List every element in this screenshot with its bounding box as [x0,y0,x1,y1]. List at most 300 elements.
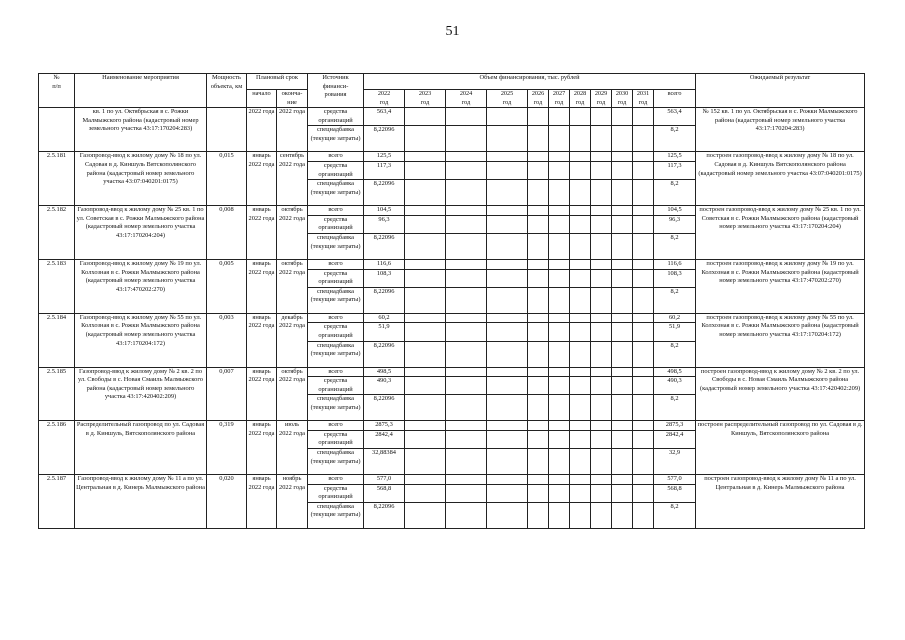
amount-empty [570,395,591,421]
amount-empty [570,323,591,341]
amount-total: 117,3 [654,161,696,179]
amount-empty [446,502,487,528]
amount-empty [633,502,654,528]
amount-empty [528,313,549,323]
start-date: 2022 года [247,108,277,152]
amount-empty [570,161,591,179]
funding-source: спецнадбавка (текущие затраты) [308,180,364,206]
amount-2022: 8,22096 [364,287,405,313]
amount-empty [405,323,446,341]
col-header-year: 2027 год [549,90,570,108]
amount-empty [591,269,612,287]
amount-empty [570,108,591,126]
amount-empty [528,341,549,367]
funding-source: всего [308,206,364,216]
amount-2022: 577,0 [364,475,405,485]
measure-name: Газопровод-ввод к жилому дому № 2 кв. 2 по ул. Свободы в с. Новая Смаиль Малмыжского района (кадастровый номер земельного участка 43:17:420402:209) [75,367,207,421]
table-row [39,108,865,126]
amount-empty [633,430,654,448]
amount-total: 8,2 [654,502,696,528]
amount-total: 8,2 [654,395,696,421]
table-row [39,259,865,269]
start-date: январь 2022 года [247,152,277,206]
amount-empty [405,395,446,421]
amount-empty [612,269,633,287]
amount-empty [570,449,591,475]
amount-empty [549,421,570,431]
capacity-value: 0,007 [207,367,247,421]
amount-2022: 60,2 [364,313,405,323]
amount-empty [570,367,591,377]
amount-empty [528,377,549,395]
measure-name: Газопровод-ввод к жилому дому № 19 по ул. Колхозная в с. Рожки Малмыжского района (кадастровый номер земельного участка 43:17:470202:270) [75,259,207,313]
funding-source: спецнадбавка (текущие затраты) [308,233,364,259]
expected-result: построен газопровод-ввод к жилому дому № 25 кв. 1 по ул. Советская в с. Рожки Малмыжского района (кадастровый номер земельного участка 43:17:170204:204) [696,206,865,260]
amount-empty [633,161,654,179]
amount-empty [446,233,487,259]
amount-empty [612,215,633,233]
amount-empty [633,475,654,485]
amount-empty [549,259,570,269]
amount-empty [591,367,612,377]
amount-total: 490,3 [654,377,696,395]
amount-empty [528,367,549,377]
amount-empty [591,484,612,502]
amount-empty [570,377,591,395]
measure-name: Газопровод-ввод к жилому дому № 55 по ул. Колхозная в с. Рожки Малмыжского района (кадастровый номер земельного участка 43:17:170204:172) [75,313,207,367]
start-date: январь 2022 года [247,475,277,529]
amount-empty [612,108,633,126]
amount-empty [591,430,612,448]
amount-empty [446,126,487,152]
amount-empty [487,233,528,259]
amount-empty [633,180,654,206]
amount-empty [591,287,612,313]
amount-empty [633,313,654,323]
amount-empty [549,313,570,323]
amount-empty [487,484,528,502]
amount-total: 96,3 [654,215,696,233]
amount-total: 32,9 [654,449,696,475]
amount-empty [528,449,549,475]
amount-empty [591,152,612,162]
funding-source: средства организаций [308,215,364,233]
amount-empty [487,367,528,377]
measure-name: Распределительный газопровод по ул. Садовая в д. Киншуль, Вятскополянского района [75,421,207,475]
amount-empty [405,269,446,287]
amount-2022: 117,3 [364,161,405,179]
amount-empty [446,215,487,233]
amount-empty [405,484,446,502]
amount-empty [487,323,528,341]
amount-empty [549,152,570,162]
amount-empty [405,449,446,475]
end-date: ноябрь 2022 года [277,475,308,529]
amount-empty [405,180,446,206]
funding-source: спецнадбавка (текущие затраты) [308,341,364,367]
amount-empty [446,287,487,313]
amount-empty [570,341,591,367]
funding-source: спецнадбавка (текущие затраты) [308,395,364,421]
amount-total: 104,5 [654,206,696,216]
amount-empty [446,269,487,287]
amount-empty [446,180,487,206]
amount-empty [549,377,570,395]
col-header-year: 2029 год [591,90,612,108]
amount-empty [549,395,570,421]
amount-empty [487,161,528,179]
amount-empty [405,161,446,179]
amount-empty [612,341,633,367]
amount-empty [633,259,654,269]
amount-empty [570,269,591,287]
amount-empty [570,475,591,485]
amount-empty [612,259,633,269]
amount-empty [570,313,591,323]
expected-result: построен газопровод-ввод к жилому дому № 55 по ул. Колхозная в с. Рожки Малмыжского района (кадастровый номер земельного участка 43:17:170204:172) [696,313,865,367]
amount-2022: 32,88384 [364,449,405,475]
amount-empty [528,152,549,162]
amount-empty [487,341,528,367]
amount-empty [549,233,570,259]
measure-name: Газопровод-ввод к жилому дому № 25 кв. 1 по ул. Советская в с. Рожки Малмыжского района (кадастровый номер земельного участка 43:17:170204:204) [75,206,207,260]
amount-total: 2842,4 [654,430,696,448]
amount-empty [528,269,549,287]
amount-empty [528,323,549,341]
amount-empty [612,152,633,162]
expected-result: построен распределительный газопровод по ул. Садовая в д. Киншуль, Вятскополянского района [696,421,865,475]
amount-empty [528,430,549,448]
amount-2022: 2875,3 [364,421,405,431]
amount-total: 60,2 [654,313,696,323]
funding-source: спецнадбавка (текущие затраты) [308,502,364,528]
amount-2022: 104,5 [364,206,405,216]
amount-empty [591,206,612,216]
amount-empty [612,421,633,431]
amount-empty [446,377,487,395]
col-header-period: Плановый срок [247,74,308,90]
amount-empty [487,449,528,475]
amount-total: 8,2 [654,126,696,152]
amount-empty [528,108,549,126]
amount-empty [528,180,549,206]
amount-empty [612,206,633,216]
funding-source: всего [308,367,364,377]
amount-empty [549,475,570,485]
amount-empty [612,475,633,485]
amount-total: 8,2 [654,341,696,367]
funding-source: средства организаций [308,377,364,395]
amount-empty [405,502,446,528]
expected-result: построен газопровод-ввод к жилому дому № 19 по ул. Колхозная в с. Рожки Малмыжского района (кадастровый номер земельного участка 43:17:470202:270) [696,259,865,313]
amount-empty [570,259,591,269]
amount-empty [528,502,549,528]
amount-empty [487,430,528,448]
amount-empty [591,421,612,431]
amount-empty [446,341,487,367]
amount-2022: 498,5 [364,367,405,377]
amount-empty [633,395,654,421]
end-date: октябрь 2022 года [277,367,308,421]
funding-source: средства организаций [308,484,364,502]
row-number: 2.5.186 [39,421,75,475]
amount-2022: 8,22096 [364,180,405,206]
amount-empty [591,395,612,421]
start-date: январь 2022 года [247,421,277,475]
funding-source: всего [308,259,364,269]
amount-empty [633,269,654,287]
amount-empty [487,108,528,126]
capacity-value: 0,008 [207,206,247,260]
col-header-year: 2030 год [612,90,633,108]
row-number: 2.5.182 [39,206,75,260]
amount-empty [487,395,528,421]
capacity-value: 0,020 [207,475,247,529]
amount-empty [528,259,549,269]
amount-empty [633,233,654,259]
start-date: январь 2022 года [247,367,277,421]
funding-source: спецнадбавка (текущие затраты) [308,449,364,475]
amount-empty [549,430,570,448]
end-date: сентябрь 2022 года [277,152,308,206]
amount-empty [549,449,570,475]
amount-empty [528,287,549,313]
amount-empty [633,215,654,233]
amount-empty [405,233,446,259]
amount-2022: 8,22096 [364,341,405,367]
table-row [39,421,865,431]
amount-empty [591,259,612,269]
amount-empty [446,430,487,448]
amount-empty [612,395,633,421]
amount-empty [549,206,570,216]
amount-2022: 8,22096 [364,126,405,152]
col-header-year: 2023 год [405,90,446,108]
amount-empty [633,449,654,475]
amount-empty [633,126,654,152]
row-number: 2.5.181 [39,152,75,206]
amount-empty [570,421,591,431]
amount-empty [612,377,633,395]
amount-empty [591,108,612,126]
amount-empty [405,475,446,485]
funding-source: средства организаций [308,108,364,126]
amount-empty [446,161,487,179]
amount-empty [591,475,612,485]
amount-empty [612,161,633,179]
amount-total: 8,2 [654,233,696,259]
table-row [39,313,865,323]
measure-name: Газопровод-ввод к жилому дому № 18 по ул. Садовая в д. Киншуль Вятскополянского района (кадастровый номер земельного участка 43:07:040201:0175) [75,152,207,206]
amount-2022: 563,4 [364,108,405,126]
amount-empty [591,323,612,341]
amount-empty [549,367,570,377]
amount-empty [405,421,446,431]
amount-empty [612,233,633,259]
amount-empty [405,152,446,162]
amount-empty [633,341,654,367]
amount-empty [446,395,487,421]
amount-empty [591,161,612,179]
amount-empty [487,475,528,485]
amount-empty [487,206,528,216]
row-number: 2.5.183 [39,259,75,313]
amount-empty [633,206,654,216]
amount-empty [612,323,633,341]
funding-source: всего [308,421,364,431]
amount-empty [570,126,591,152]
amount-empty [591,502,612,528]
funding-source: спецнадбавка (текущие затраты) [308,126,364,152]
amount-empty [405,287,446,313]
end-date: июль 2022 года [277,421,308,475]
funding-source: средства организаций [308,430,364,448]
col-header-capacity: Мощность объекта, км [207,74,247,108]
col-header-year: всего [654,90,696,108]
amount-2022: 96,3 [364,215,405,233]
amount-empty [487,152,528,162]
row-number: 2.5.185 [39,367,75,421]
amount-empty [570,152,591,162]
amount-2022: 116,6 [364,259,405,269]
amount-empty [528,215,549,233]
amount-empty [633,367,654,377]
amount-empty [405,341,446,367]
col-header-start: начало [247,90,277,108]
amount-empty [487,421,528,431]
amount-empty [570,215,591,233]
amount-empty [570,206,591,216]
amount-empty [487,377,528,395]
amount-total: 125,5 [654,152,696,162]
amount-empty [591,233,612,259]
col-header-name: Наименование мероприятия [75,74,207,108]
col-header-end: оконча- ние [277,90,308,108]
end-date: декабрь 2022 года [277,313,308,367]
col-header-source: Источник финанси- рования [308,74,364,108]
funding-table [38,73,865,529]
amount-empty [570,287,591,313]
amount-empty [570,430,591,448]
amount-empty [446,152,487,162]
table-row [39,206,865,216]
expected-result: построен газопровод-ввод к жилому дому № 2 кв. 2 по ул. Свободы в с. Новая Смаиль Малмыжского района (кадастровый номер земельного участка 43:17:420402:209) [696,367,865,421]
amount-empty [549,108,570,126]
amount-2022: 2842,4 [364,430,405,448]
col-header-year: 2025 год [487,90,528,108]
amount-empty [549,502,570,528]
amount-empty [528,475,549,485]
table-row [39,475,865,485]
amount-empty [549,287,570,313]
amount-empty [549,215,570,233]
funding-source: всего [308,152,364,162]
capacity-value: 0,319 [207,421,247,475]
start-date: январь 2022 года [247,259,277,313]
amount-empty [591,313,612,323]
amount-empty [405,367,446,377]
capacity-value: 0,005 [207,259,247,313]
amount-empty [591,377,612,395]
amount-empty [528,206,549,216]
amount-total: 577,0 [654,475,696,485]
amount-empty [487,259,528,269]
amount-empty [612,126,633,152]
expected-result: № 152 кв. 1 по ул. Октябрьская в с. Рожки Малмыжского района (кадастровый номер земельного участка 43:17:170204:283) [696,108,865,152]
amount-empty [528,126,549,152]
amount-2022: 568,8 [364,484,405,502]
amount-empty [446,313,487,323]
amount-empty [633,377,654,395]
amount-empty [549,484,570,502]
amount-empty [612,367,633,377]
col-header-year: 2028 год [570,90,591,108]
row-number [39,108,75,152]
amount-2022: 125,5 [364,152,405,162]
table-row [39,152,865,162]
funding-source: всего [308,475,364,485]
amount-empty [633,323,654,341]
funding-source: всего [308,313,364,323]
amount-empty [549,180,570,206]
amount-empty [612,502,633,528]
amount-empty [446,367,487,377]
amount-empty [591,180,612,206]
col-header-result: Ожидаемый результат [696,74,865,108]
amount-total: 51,9 [654,323,696,341]
amount-empty [446,323,487,341]
amount-empty [487,180,528,206]
funding-source: средства организаций [308,161,364,179]
expected-result: построен газопровод-ввод к жилому дому № 18 по ул. Садовая в д. Киншуль Вятскополянского района (кадастровый номер земельного участка 43:07:040201:0175) [696,152,865,206]
amount-empty [591,215,612,233]
amount-2022: 8,22096 [364,233,405,259]
amount-empty [612,313,633,323]
amount-2022: 51,9 [364,323,405,341]
end-date: октябрь 2022 года [277,259,308,313]
amount-empty [633,108,654,126]
amount-empty [446,484,487,502]
amount-empty [591,126,612,152]
amount-empty [446,206,487,216]
row-number: 2.5.184 [39,313,75,367]
amount-2022: 490,3 [364,377,405,395]
amount-empty [633,484,654,502]
col-header-num: № п/п [39,74,75,108]
amount-empty [549,323,570,341]
amount-empty [405,430,446,448]
amount-empty [633,287,654,313]
capacity-value [207,108,247,152]
table-row [39,367,865,377]
amount-total: 8,2 [654,180,696,206]
end-date: октябрь 2022 года [277,206,308,260]
amount-empty [487,502,528,528]
amount-empty [528,161,549,179]
amount-empty [612,430,633,448]
amount-total: 108,3 [654,269,696,287]
amount-empty [446,259,487,269]
amount-empty [405,215,446,233]
amount-empty [487,313,528,323]
col-header-year: 2022 год [364,90,405,108]
measure-name: кв. 1 по ул. Октябрьская в с. Рожки Малмыжского района (кадастровый номер земельного участка 43:17:170204:283) [75,108,207,152]
capacity-value: 0,015 [207,152,247,206]
amount-empty [528,421,549,431]
start-date: январь 2022 года [247,313,277,367]
expected-result: построен газопровод-ввод к жилому дому № 11 а по ул. Центральная в д. Кинерь Малмыжского района [696,475,865,529]
funding-source: средства организаций [308,323,364,341]
